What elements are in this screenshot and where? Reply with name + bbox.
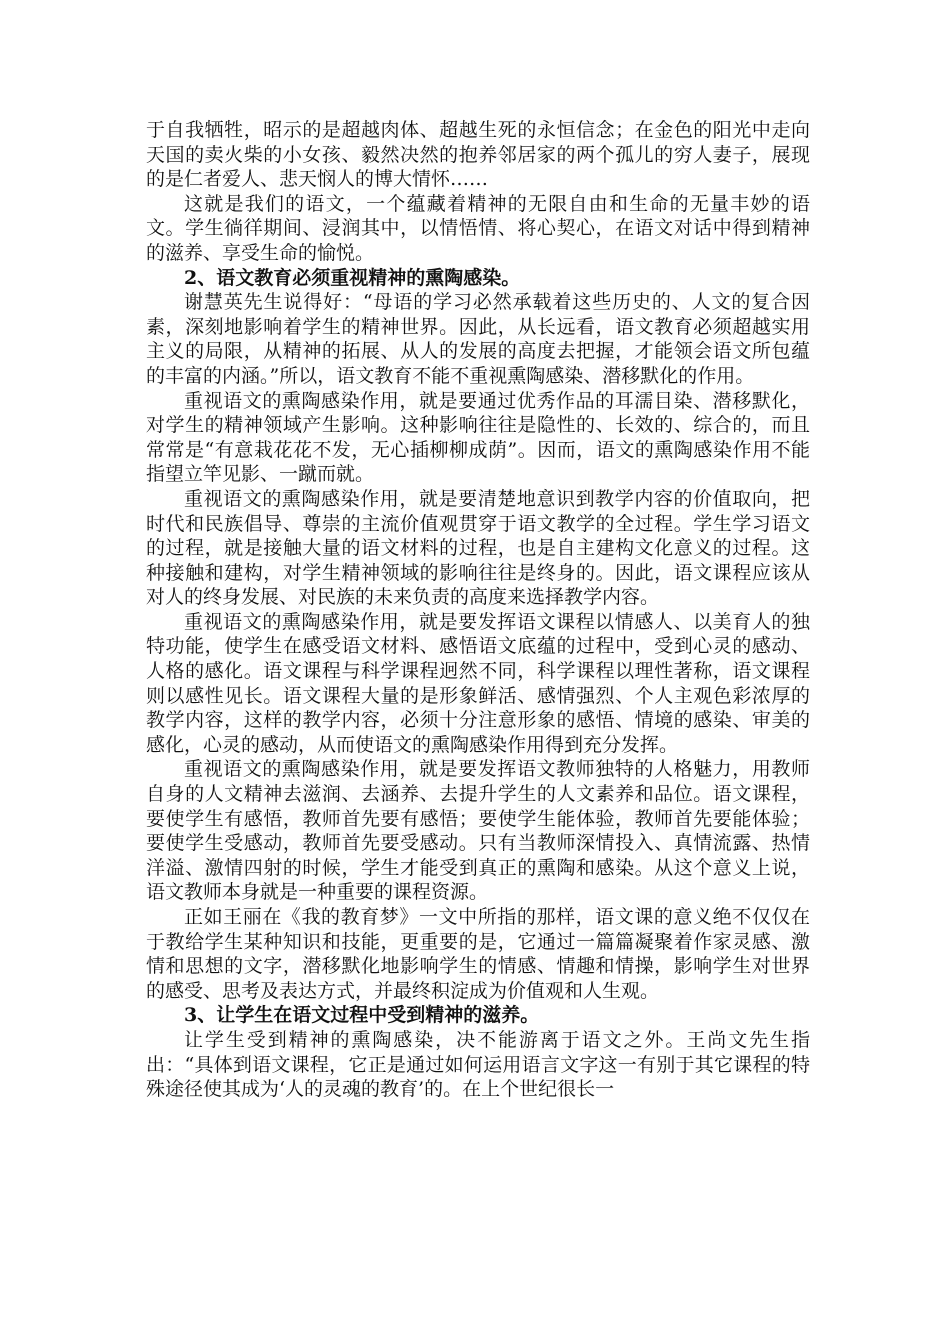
paragraph-value-orientation: 重视语文的熏陶感染作用，就是要清楚地意识到教学内容的价值取向，把时代和民族倡导、尊崇的主流价值观贯穿于语文教学的全过程。学生学习语文的过程，就是接触大量的语文材料的过程，也是自主建构文化意义的过程。这种接触和建构，对学生精神领域的影响往往是终身的。因此，语文课程应该从对人的终身发展、对民族的未来负责的高度来选择教学内容。 — [146, 487, 810, 609]
paragraph-wang-shangwen: 让学生受到精神的熏陶感染，决不能游离于语文之外。王尚文先生指出：“具体到语文课程，它正是通过如何运用语言文字这一有别于其它课程的特殊途径使其成为‘人的灵魂的教育’的。在上个世纪很长一 — [146, 1028, 810, 1101]
paragraph-teacher-charisma: 重视语文的熏陶感染作用，就是要发挥语文教师独特的人格魅力，用教师自身的人文精神去滋润、去涵养、去提升学生的人文素养和品位。语文课程，要使学生有感悟，教师首先要有感悟；要使学生能体验，教师首先要能体验；要使学生受感动，教师首先要受感动。只有当教师深情投入、真情流露、热情洋溢、激情四射的时候，学生才能受到真正的熏陶和感染。从这个意义上说，语文教师本身就是一种重要的课程资源。 — [146, 758, 810, 904]
paragraph-xie-huiying-quote: 谢慧英先生说得好：“母语的学习必然承载着这些历史的、人文的复合因素，深刻地影响着学生的精神世界。因此，从长远看，语文教育必须超越实用主义的局限，从精神的拓展、从人的发展的高度去把握，才能领会语文所包蕴的丰富的内涵。”所以，语文教育不能不重视熏陶感染、潜移默化的作用。 — [146, 291, 810, 387]
paragraph-continuation: 于自我牺牲，昭示的是超越肉体、超越生死的永恒信念；在金色的阳光中走向天国的卖火柴的小女孩、毅然决然的抱养邻居家的两个孤儿的穷人妻子，展现的是仁者爱人、悲天悯人的博大情怀…… — [146, 119, 810, 191]
paragraph-wang-li-dream: 正如王丽在《我的教育梦》一文中所指的那样，语文课的意义绝不仅仅在于教给学生某种知识和技能，更重要的是，它通过一篇篇凝聚着作家灵感、激情和思想的文字，潜移默化地影响学生的情感、情趣和情操，影响学生对世界的感受、思考及表达方式，并最终积淀成为价值观和人生观。 — [146, 906, 810, 1002]
section-heading-2: 2、语文教育必须重视精神的熏陶感染。 — [184, 266, 521, 289]
paragraph-excellent-works: 重视语文的熏陶感染作用，就是要通过优秀作品的耳濡目染、潜移默化，对学生的精神领域产生影响。这种影响往往是隐性的、长效的、综合的，而且常常是“有意栽花花不发，无心插柳柳成荫”。因而，语文的熏陶感染作用不能指望立竿见影、一蹴而就。 — [146, 389, 810, 486]
paragraph-our-chinese: 这就是我们的语文，一个蕴藏着精神的无限自由和生命的无量丰妙的语文。学生徜徉期间、浸润其中，以情悟情、将心契心，在语文对话中得到精神的滋养、享受生命的愉悦。 — [146, 192, 810, 264]
document-page — [146, 118, 810, 1102]
section-heading-3: 3、让学生在语文过程中受到精神的滋养。 — [184, 1004, 540, 1027]
paragraph-emotion-beauty: 重视语文的熏陶感染作用，就是要发挥语文课程以情感人、以美育人的独特功能，使学生在感受语文材料、感悟语文底蕴的过程中，受到心灵的感动、人格的感化。语文课程与科学课程迥然不同，科学课程以理性著称，语文课程则以感性见长。语文课程大量的是形象鲜活、感情强烈、个人主观色彩浓厚的教学内容，这样的教学内容，必须十分注意形象的感悟、情境的感染、审美的感化，心灵的感动，从而使语文的熏陶感染作用得到充分发挥。 — [146, 610, 810, 756]
